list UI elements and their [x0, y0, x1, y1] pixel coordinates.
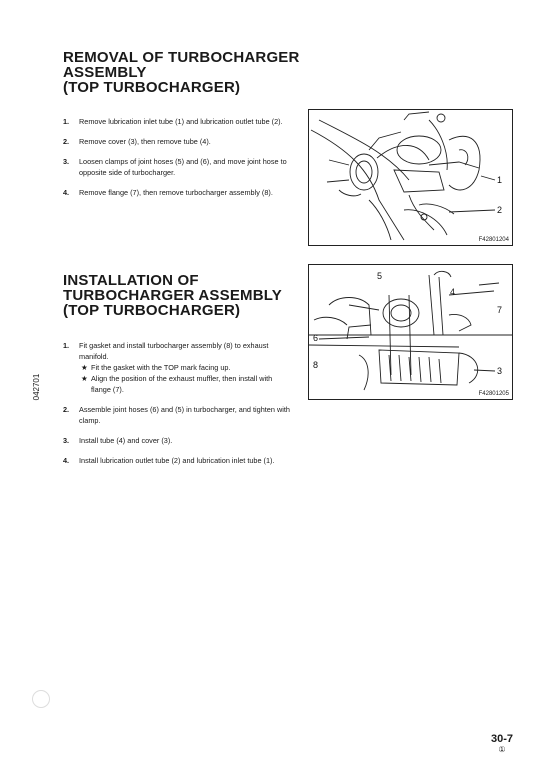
step-number: 1. [63, 341, 70, 350]
installation-title [63, 273, 282, 318]
installation-note [63, 373, 291, 395]
step-text: Install lubrication outlet tube (2) and lubrication inlet tube (1). [79, 456, 275, 465]
removal-steps-list [63, 116, 291, 198]
removal-title-line: ASSEMBLY [63, 64, 147, 81]
star-icon: ★ [81, 374, 88, 383]
turbocharger-installation-illustration [309, 265, 512, 399]
installation-title-line: INSTALLATION OF [63, 272, 199, 289]
callout-6: 6 [313, 333, 319, 343]
page-number [491, 733, 513, 754]
removal-step [63, 136, 291, 147]
page-number-text: 30-7 [490, 733, 513, 745]
callout-2: 2 [497, 205, 503, 215]
callout-8: 8 [313, 360, 319, 370]
installation-step [63, 455, 291, 466]
callout-1: 1 [497, 175, 503, 185]
step-number: 1. [63, 117, 70, 126]
step-text: Remove flange (7), then remove turbocharger assembly (8). [79, 188, 273, 197]
star-icon: ★ [81, 363, 88, 372]
turbocharger-removal-illustration [309, 110, 512, 245]
removal-figure [308, 109, 513, 246]
removal-title [63, 50, 300, 95]
step-number: 3. [63, 436, 70, 445]
note-text: Align the position of the exhaust muffler, then install with flange (7). [91, 374, 273, 394]
removal-title-line: REMOVAL OF TURBOCHARGER [63, 49, 300, 66]
callout-5: 5 [377, 271, 383, 281]
removal-step [63, 116, 291, 127]
step-number: 4. [63, 456, 70, 465]
step-number: 3. [63, 157, 70, 166]
figure-code: F42801204 [478, 237, 509, 243]
step-text: Fit gasket and install turbocharger assembly (8) to exhaust manifold. [79, 341, 269, 361]
step-text: Loosen clamps of joint hoses (5) and (6), and move joint hose to opposite side of turbocharger. [79, 157, 287, 177]
note-text: Fit the gasket with the TOP mark facing up. [91, 363, 231, 372]
removal-title-line: (TOP TURBOCHARGER) [63, 79, 241, 96]
installation-step [63, 435, 291, 446]
step-text: Assemble joint hoses (6) and (5) in turbocharger, and tighten with clamp. [79, 405, 290, 425]
callout-3: 3 [497, 366, 503, 376]
installation-figure [308, 264, 513, 400]
installation-title-line: (TOP TURBOCHARGER) [63, 302, 241, 319]
installation-step [63, 340, 291, 362]
step-number: 2. [63, 405, 70, 414]
revision-mark: ① [498, 745, 506, 754]
installation-steps-list [63, 340, 291, 466]
removal-step [63, 156, 291, 178]
installation-note [63, 362, 291, 373]
side-document-code: 042701 [32, 373, 41, 401]
callout-4: 4 [450, 287, 456, 297]
faint-stamp-mark [32, 690, 50, 708]
step-text: Remove lubrication inlet tube (1) and lubrication outlet tube (2). [79, 117, 283, 126]
callout-7: 7 [497, 305, 503, 315]
step-text: Install tube (4) and cover (3). [79, 436, 173, 445]
installation-step [63, 404, 291, 426]
step-text: Remove cover (3), then remove tube (4). [79, 137, 211, 146]
removal-step [63, 187, 291, 198]
installation-title-line: TURBOCHARGER ASSEMBLY [63, 287, 282, 304]
figure-code: F42801205 [478, 391, 509, 397]
step-number: 4. [63, 188, 70, 197]
step-number: 2. [63, 137, 70, 146]
